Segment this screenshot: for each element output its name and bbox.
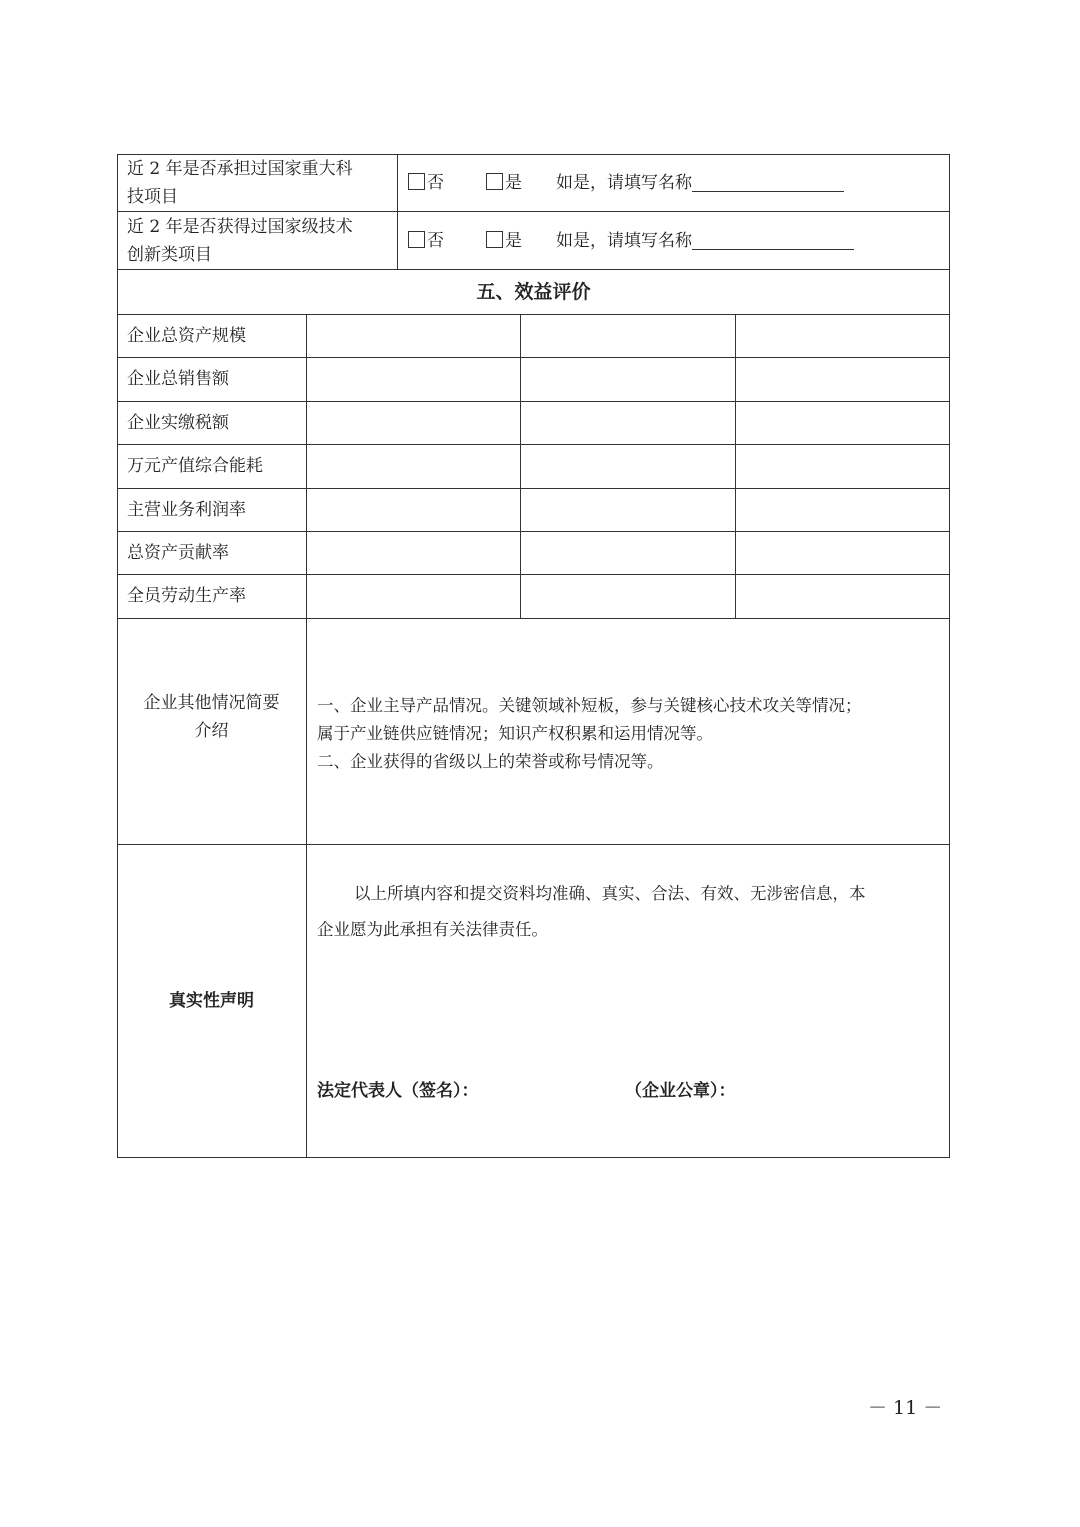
table-border-bottom — [117, 1157, 950, 1158]
metric-label: 全员劳动生产率 — [127, 586, 246, 606]
row-divider — [117, 211, 950, 212]
checkbox-icon — [408, 231, 425, 248]
fill-in-blank[interactable] — [692, 231, 854, 250]
row-divider — [117, 488, 950, 489]
seal-label: （企业公章）： — [625, 1081, 736, 1101]
checkbox-icon — [486, 173, 503, 190]
option-yes-checkbox[interactable]: 是 — [486, 169, 522, 197]
row-divider — [117, 574, 950, 575]
metric-label: 总资产贡献率 — [127, 543, 229, 563]
column-divider — [397, 154, 398, 269]
row-divider — [117, 531, 950, 532]
row-divider — [117, 618, 950, 619]
row-divider — [117, 444, 950, 445]
metric-label: 万元产值综合能耗 — [127, 456, 263, 476]
checkbox-icon — [408, 173, 425, 190]
declaration-label: 真实性声明 — [169, 991, 254, 1011]
row-divider — [117, 357, 950, 358]
signature-label: 法定代表人（签名）： — [317, 1081, 479, 1101]
option-no-checkbox[interactable]: 否 — [408, 227, 444, 255]
project-row-label: 近 2 年是否获得过国家级技术 创新类项目 — [127, 217, 353, 265]
option-no-checkbox[interactable]: 否 — [408, 169, 444, 197]
page-number: － 11 － — [868, 1397, 943, 1419]
fill-in-blank[interactable] — [692, 173, 844, 192]
option-yes-checkbox[interactable]: 是 — [486, 227, 522, 255]
form-table — [117, 154, 950, 1158]
metric-label: 企业实缴税额 — [127, 413, 229, 433]
row-divider — [117, 314, 950, 315]
section-title: 五、效益评价 — [476, 281, 591, 303]
metric-label: 主营业务利润率 — [127, 500, 246, 520]
other-info-label: 企业其他情况简要 介绍 — [143, 693, 280, 741]
declaration-text: 以上所填内容和提交资料均准确、真实、合法、有效、无涉密信息，本 企业愿为此承担有关法律责任。 — [317, 884, 866, 939]
metric-label: 企业总资产规模 — [127, 326, 246, 346]
metric-label: 企业总销售额 — [127, 369, 229, 389]
column-divider — [520, 314, 521, 618]
column-divider — [735, 314, 736, 618]
row-divider — [117, 844, 950, 845]
project-row-label: 近 2 年是否承担过国家重大科 技项目 — [127, 159, 353, 207]
other-info-text: 一、企业主导产品情况。关键领域补短板，参与关键核心技术攻关等情况； 属于产业链供应链情况；知识产权积累和运用情况等。 二、企业获得的省级以上的荣誉或称号情况等。 — [317, 696, 862, 771]
project-name-field[interactable]: 如是，请填写名称 — [556, 227, 854, 255]
project-name-field[interactable]: 如是，请填写名称 — [556, 169, 844, 197]
column-divider — [306, 314, 307, 1158]
checkbox-icon — [486, 231, 503, 248]
row-divider — [117, 401, 950, 402]
